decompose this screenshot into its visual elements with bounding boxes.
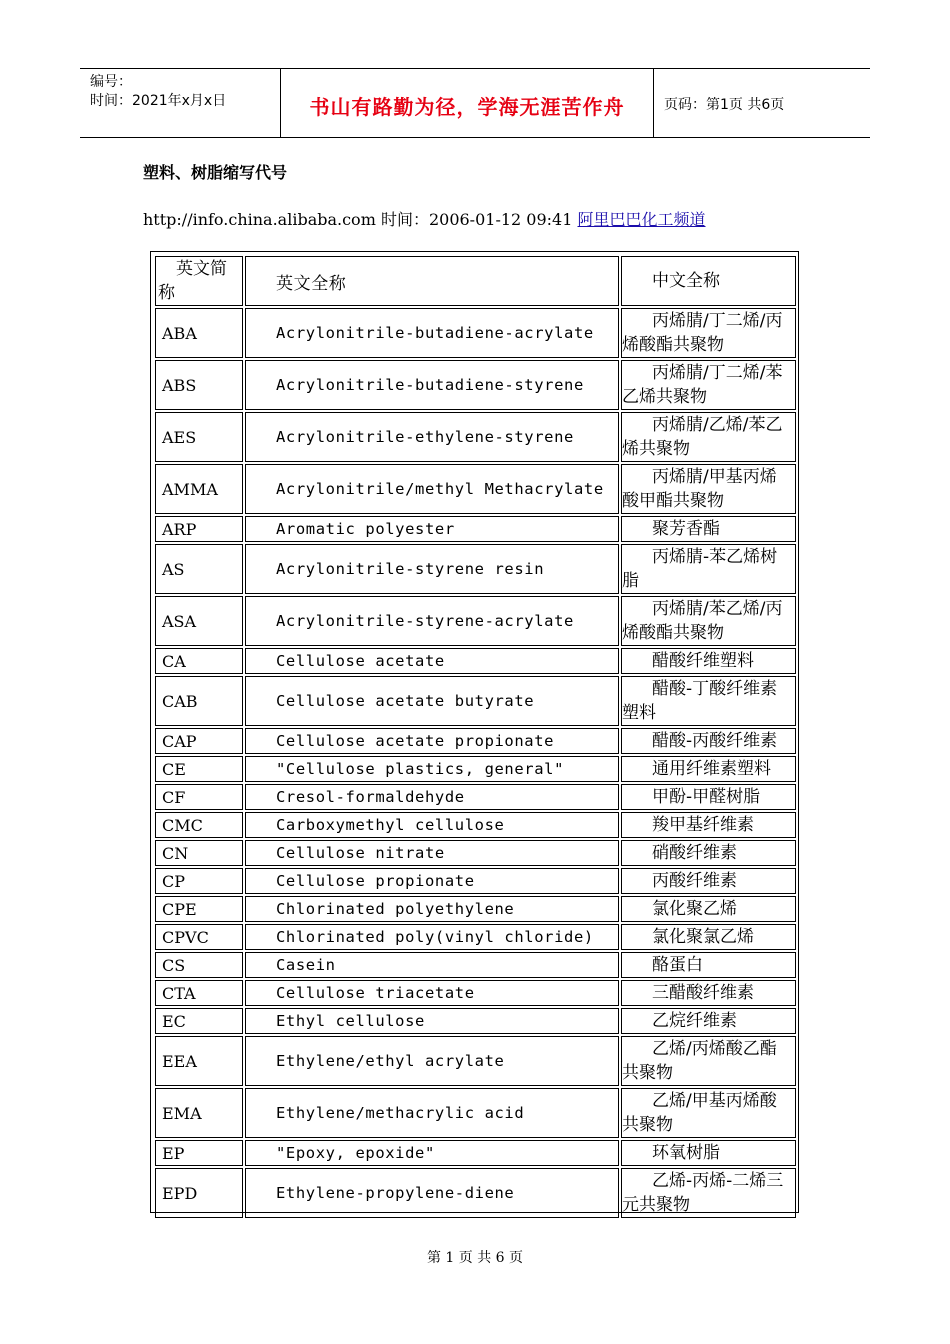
table-row xyxy=(155,868,796,894)
en-cell: Casein xyxy=(245,952,619,978)
abbr-cell: CAP xyxy=(155,728,243,754)
en-cell: Acrylonitrile-butadiene-styrene xyxy=(245,360,619,410)
en-cell: Acrylonitrile/methyl Methacrylate xyxy=(245,464,619,514)
zh-cell: 三醋酸纤维素 xyxy=(621,980,796,1006)
abbr-cell: CPVC xyxy=(155,924,243,950)
time-line: 时间：2021年x月x日 xyxy=(90,93,227,109)
table-row xyxy=(155,1036,796,1086)
table-row xyxy=(155,544,796,594)
abbr-cell: ASA xyxy=(155,596,243,646)
table-row xyxy=(155,1008,796,1034)
abbr-cell: EP xyxy=(155,1140,243,1166)
en-cell: Acrylonitrile-styrene resin xyxy=(245,544,619,594)
zh-cell: 丙烯腈/丁二烯/丙烯酸酯共聚物 xyxy=(621,308,796,358)
abbr-cell: CPE xyxy=(155,896,243,922)
abbr-cell: AES xyxy=(155,412,243,462)
en-cell: "Cellulose plastics, general" xyxy=(245,756,619,782)
abbr-cell: CN xyxy=(155,840,243,866)
zh-cell: 聚芳香酯 xyxy=(621,516,796,542)
table-row xyxy=(155,412,796,462)
en-cell: Cresol-formaldehyde xyxy=(245,784,619,810)
en-cell: Ethyl cellulose xyxy=(245,1008,619,1034)
en-cell: Cellulose propionate xyxy=(245,868,619,894)
page-title: 塑料、树脂缩写代号 xyxy=(143,163,288,182)
zh-cell: 甲酚-甲醛树脂 xyxy=(621,784,796,810)
table-row xyxy=(155,784,796,810)
en-cell: Ethylene/methacrylic acid xyxy=(245,1088,619,1138)
table-row xyxy=(155,308,796,358)
source-url: http://info.china.alibaba.com xyxy=(143,210,376,229)
en-cell: Carboxymethyl cellulose xyxy=(245,812,619,838)
en-cell: Cellulose triacetate xyxy=(245,980,619,1006)
source-line xyxy=(143,207,706,230)
table-row xyxy=(155,896,796,922)
zh-cell: 醋酸纤维塑料 xyxy=(621,648,796,674)
en-cell: Acrylonitrile-butadiene-acrylate xyxy=(245,308,619,358)
zh-cell: 乙烯-丙烯-二烯三元共聚物 xyxy=(621,1168,796,1218)
zh-cell: 氯化聚氯乙烯 xyxy=(621,924,796,950)
abbr-cell: EPD xyxy=(155,1168,243,1218)
header-zh: 中文全称 xyxy=(621,256,796,306)
table-row xyxy=(155,924,796,950)
zh-cell: 丙烯腈/乙烯/苯乙烯共聚物 xyxy=(621,412,796,462)
en-cell: Chlorinated poly(vinyl chloride) xyxy=(245,924,619,950)
table-row xyxy=(155,1140,796,1166)
zh-cell: 氯化聚乙烯 xyxy=(621,896,796,922)
abbr-cell: AMMA xyxy=(155,464,243,514)
table-row xyxy=(155,840,796,866)
table-row xyxy=(155,1168,796,1218)
zh-cell: 醋酸-丙酸纤维素 xyxy=(621,728,796,754)
header-en: 英文全称 xyxy=(245,256,619,306)
abbr-cell: EEA xyxy=(155,1036,243,1086)
en-cell: Chlorinated polyethylene xyxy=(245,896,619,922)
table-row xyxy=(155,1088,796,1138)
zh-cell: 丙烯腈-苯乙烯树脂 xyxy=(621,544,796,594)
abbr-cell: CE xyxy=(155,756,243,782)
table-row xyxy=(155,464,796,514)
abbr-cell: EMA xyxy=(155,1088,243,1138)
en-cell: Cellulose acetate butyrate xyxy=(245,676,619,726)
table-row xyxy=(155,676,796,726)
table-row xyxy=(155,952,796,978)
en-cell: Ethylene-propylene-diene xyxy=(245,1168,619,1218)
motto: 书山有路勤为径，学海无涯苦作舟 xyxy=(309,95,625,119)
zh-cell: 丙烯腈/甲基丙烯酸甲酯共聚物 xyxy=(621,464,796,514)
zh-cell: 醋酸-丁酸纤维素塑料 xyxy=(621,676,796,726)
table-row xyxy=(155,596,796,646)
header-page-info: 页码：第1页 共6页 xyxy=(664,97,785,113)
en-cell: Acrylonitrile-ethylene-styrene xyxy=(245,412,619,462)
zh-cell: 乙烯/丙烯酸乙酯共聚物 xyxy=(621,1036,796,1086)
abbreviation-table xyxy=(150,251,799,1213)
channel-link[interactable]: 阿里巴巴化工频道 xyxy=(577,210,706,229)
table-row xyxy=(155,756,796,782)
en-cell: "Epoxy, epoxide" xyxy=(245,1140,619,1166)
zh-cell: 酪蛋白 xyxy=(621,952,796,978)
zh-cell: 丙烯腈/苯乙烯/丙烯酸酯共聚物 xyxy=(621,596,796,646)
abbr-cell: CA xyxy=(155,648,243,674)
zh-cell: 硝酸纤维素 xyxy=(621,840,796,866)
table-row xyxy=(155,360,796,410)
abbr-cell: AS xyxy=(155,544,243,594)
en-cell: Aromatic polyester xyxy=(245,516,619,542)
zh-cell: 丙烯腈/丁二烯/苯乙烯共聚物 xyxy=(621,360,796,410)
table-row xyxy=(155,728,796,754)
abbr-cell: CTA xyxy=(155,980,243,1006)
abbr-cell: ABA xyxy=(155,308,243,358)
header-page-cell xyxy=(654,69,870,137)
zh-cell: 羧甲基纤维素 xyxy=(621,812,796,838)
abbr-cell: CP xyxy=(155,868,243,894)
table-row xyxy=(155,648,796,674)
en-cell: Cellulose acetate propionate xyxy=(245,728,619,754)
code-label: 编号： xyxy=(90,74,132,90)
en-cell: Cellulose acetate xyxy=(245,648,619,674)
zh-cell: 丙酸纤维素 xyxy=(621,868,796,894)
abbr-cell: CAB xyxy=(155,676,243,726)
page-footer: 第 1 页 共 6 页 xyxy=(426,1250,524,1266)
abbr-cell: CF xyxy=(155,784,243,810)
table-row xyxy=(155,516,796,542)
zh-cell: 乙烷纤维素 xyxy=(621,1008,796,1034)
table-row xyxy=(155,812,796,838)
header-motto-cell xyxy=(281,69,654,137)
abbr-cell: ABS xyxy=(155,360,243,410)
zh-cell: 乙烯/甲基丙烯酸共聚物 xyxy=(621,1088,796,1138)
en-cell: Cellulose nitrate xyxy=(245,840,619,866)
source-time: 时间：2006-01-12 09:41 xyxy=(380,210,573,229)
table-row xyxy=(155,980,796,1006)
table-header-row xyxy=(155,256,796,306)
abbr-cell: EC xyxy=(155,1008,243,1034)
document-header xyxy=(80,68,870,138)
header-abbr: 英文简称 xyxy=(155,256,243,306)
abbr-cell: CS xyxy=(155,952,243,978)
en-cell: Ethylene/ethyl acrylate xyxy=(245,1036,619,1086)
abbr-cell: ARP xyxy=(155,516,243,542)
header-meta xyxy=(80,69,281,137)
abbr-cell: CMC xyxy=(155,812,243,838)
en-cell: Acrylonitrile-styrene-acrylate xyxy=(245,596,619,646)
zh-cell: 环氧树脂 xyxy=(621,1140,796,1166)
zh-cell: 通用纤维素塑料 xyxy=(621,756,796,782)
